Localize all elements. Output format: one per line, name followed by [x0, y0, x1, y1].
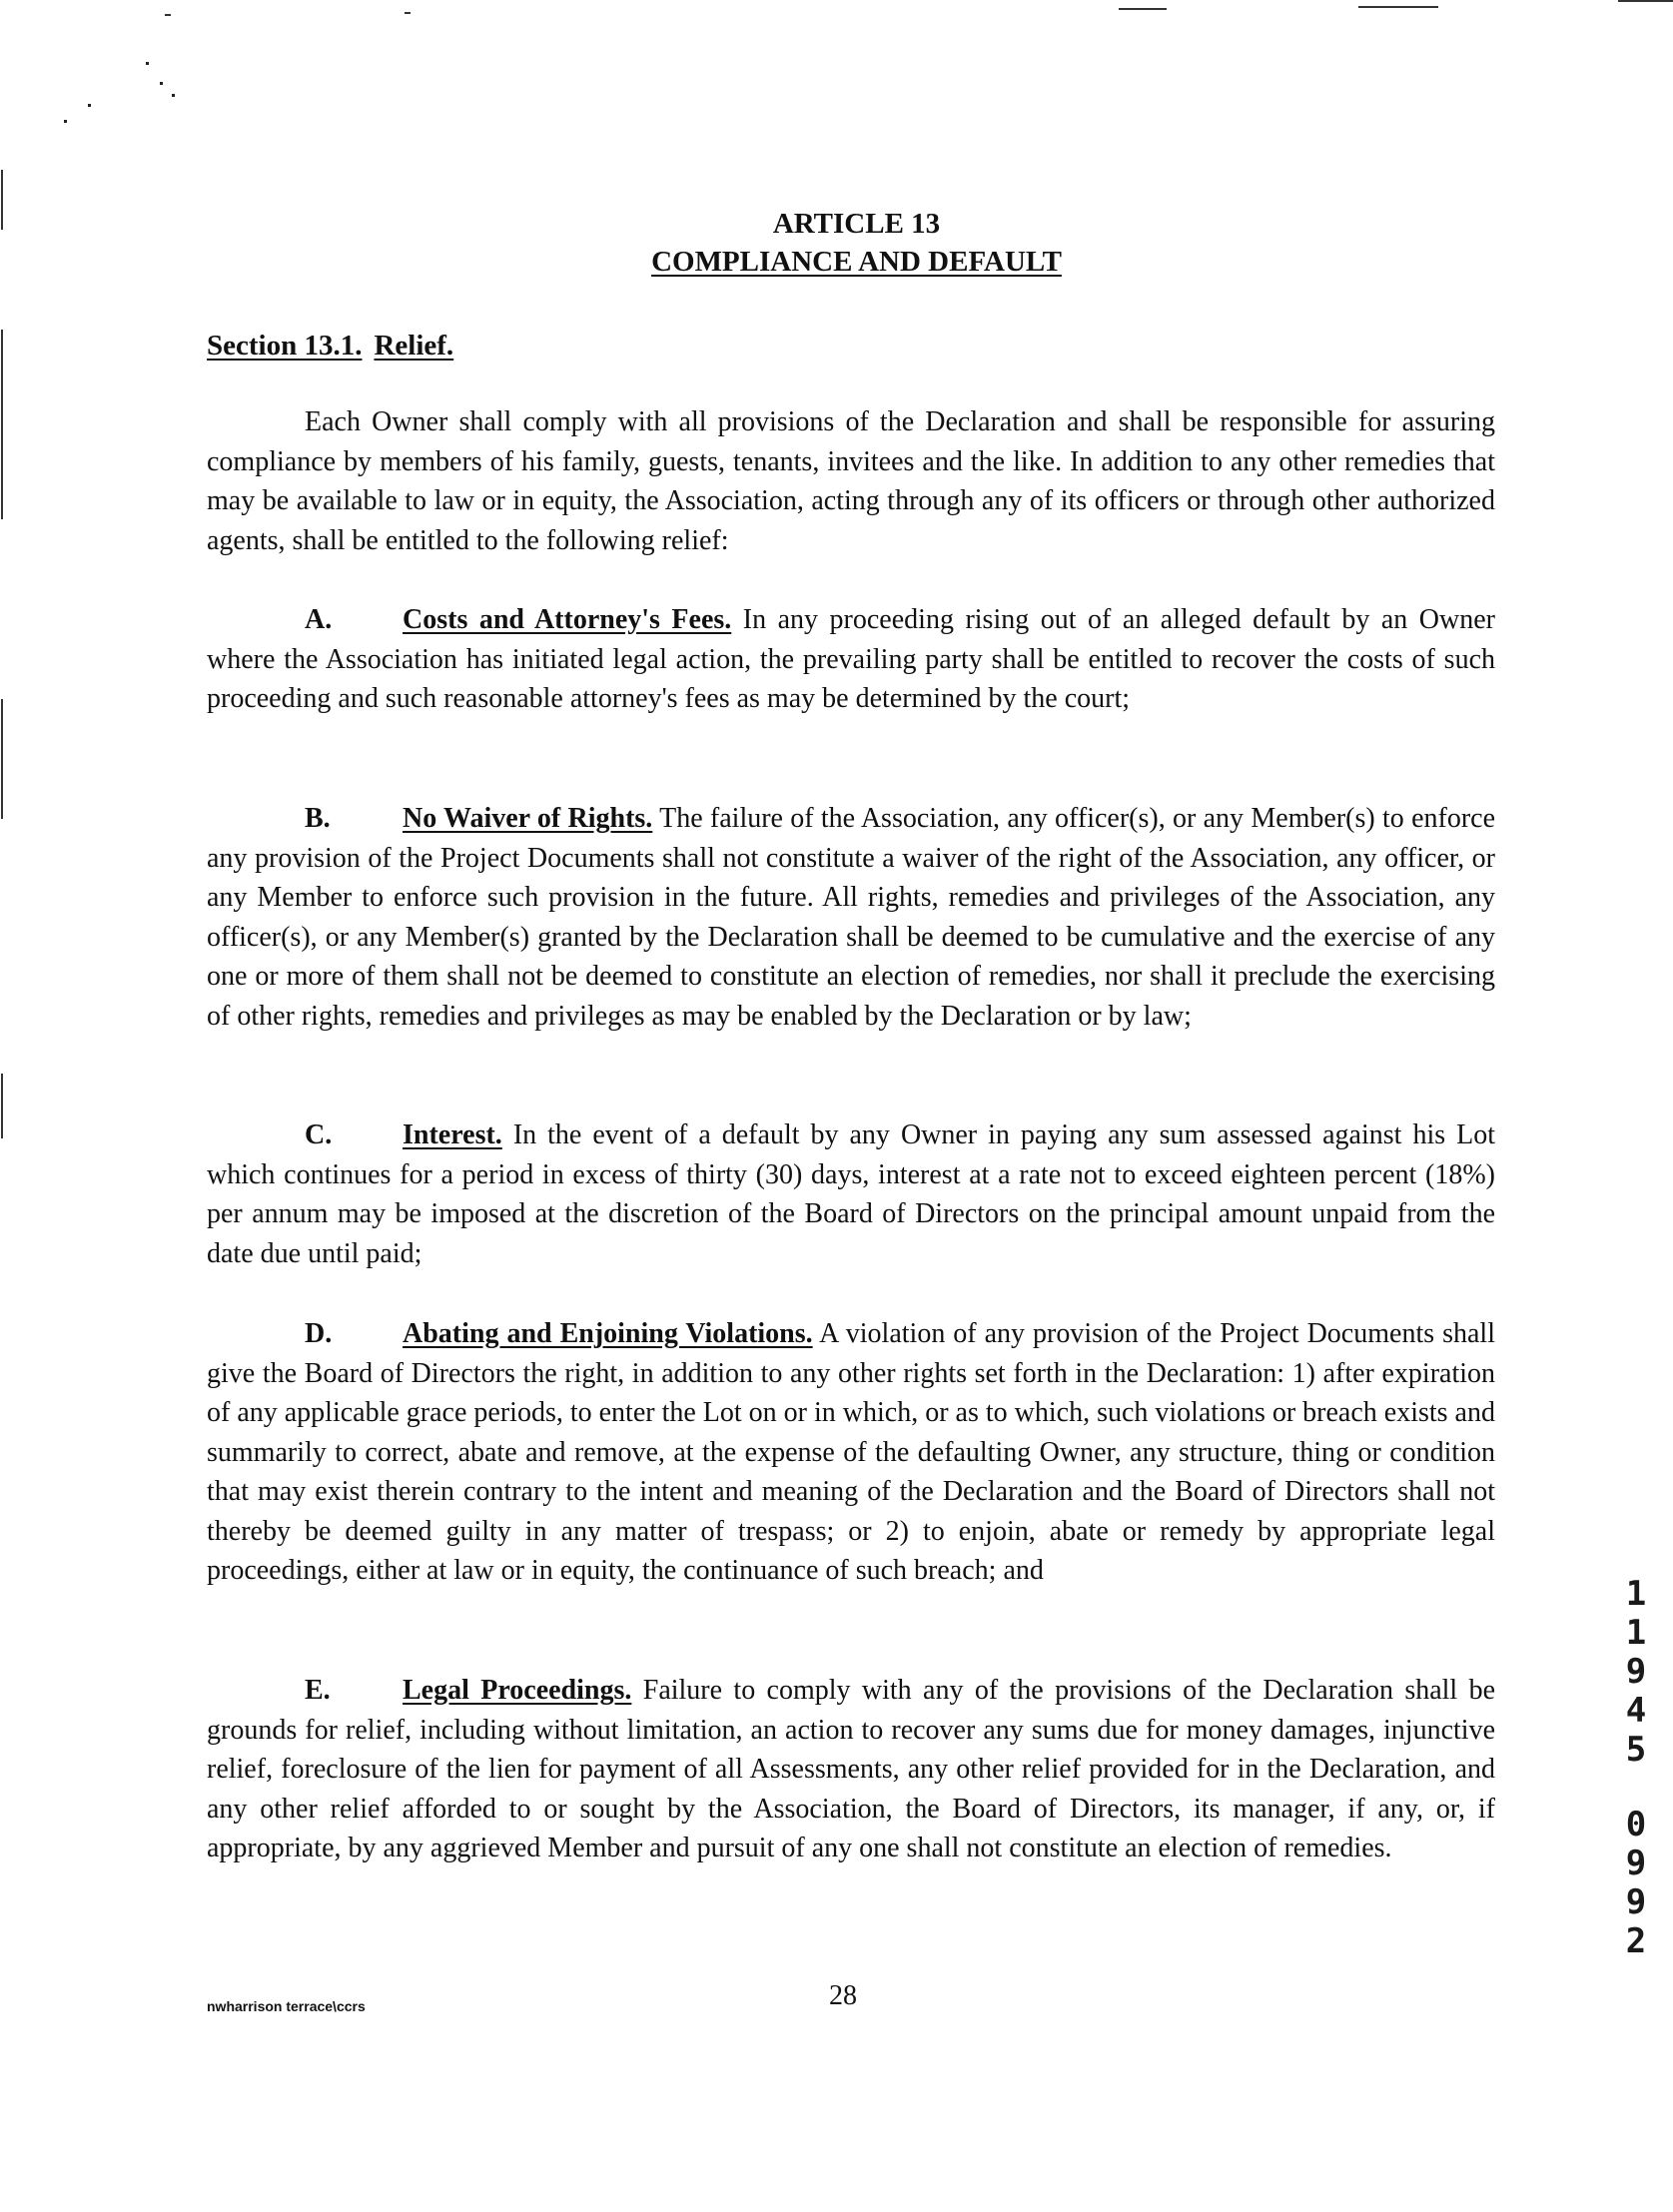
scan-artifact-line [1358, 6, 1438, 8]
scan-artifact-edge [1, 170, 3, 230]
item-letter: D. [305, 1318, 333, 1349]
item-d-paragraph [207, 1314, 1495, 1591]
article-number: ARTICLE 13 [772, 208, 941, 240]
item-e-paragraph [207, 1671, 1495, 1868]
stamp-digit: 1 [1625, 1574, 1647, 1614]
stamp-digit: 0 [1625, 1805, 1647, 1844]
item-title: No Waiver of Rights. [403, 803, 653, 834]
scan-artifact-tick [405, 12, 411, 14]
item-letter: B. [305, 803, 331, 834]
stamp-digit: 5 [1625, 1730, 1647, 1770]
section-heading [207, 330, 453, 363]
scan-artifact-line [1618, 0, 1673, 2]
item-title: Abating and Enjoining Violations. [403, 1318, 813, 1349]
page-number: 28 [829, 1980, 857, 2011]
item-text: The failure of the Association, any officer(s), or any Member(s) to enforce any provision of the Project Documents shall not constitute a waiver of the right of the Association, any officer, or any Member to enforce such provision in the future. All rights, remedies and privileges of the Association, any officer(s), or any Member(s) granted by the Declaration shall be deemed to be cumulative and the exercise of any one or more of them shall not be deemed to constitute an election of remedies, nor shall it preclude the exercising of other rights, remedies and privileges as may be enabled by the Declaration or by law; [207, 803, 1496, 1032]
item-text: In the event of a default by any Owner in paying any sum assessed against his Lot which continues for a period in excess of thirty (30) days, interest at a rate not to exceed eighteen percent (18%) per annum may be imposed at the discretion of the Board of Directors on the principal amount unpaid from the date due until paid; [207, 1119, 1496, 1269]
item-title: Legal Proceedings. [403, 1675, 632, 1706]
item-c-paragraph [207, 1115, 1495, 1273]
article-title: COMPLIANCE AND DEFAULT [651, 246, 1062, 278]
scan-artifact-edge [1, 330, 3, 519]
section-title: Relief. [374, 330, 454, 362]
item-title: Interest. [403, 1119, 502, 1150]
scan-artifact-edge [1, 699, 3, 819]
footer-file-path: nwharrison terrace\ccrs [207, 1998, 366, 2014]
scan-artifact-edge [1, 1074, 3, 1138]
scan-artifact-dot [146, 62, 149, 65]
item-text: Failure to comply with any of the provisions of the Declaration shall be grounds for relief, including without limitation, an action to recover any sums due for money damages, injunctive relief, foreclosure of the lien for payment of all Assessments, any other relief provided for in the Declaration, and any other relief afforded to or sought by the Association, the Board of Directors, its manager, if any, or, if appropriate, by any aggrieved Member and pursuit of any one shall not constitute an election of remedies. [207, 1675, 1496, 1863]
recording-stamp [1616, 1575, 1656, 1961]
item-a-paragraph [207, 600, 1495, 719]
item-letter: C. [305, 1119, 333, 1150]
scan-artifact-dot [172, 94, 175, 97]
stamp-digit: 2 [1625, 1921, 1647, 1961]
scan-artifact-line [1119, 8, 1167, 10]
item-text: In any proceeding rising out of an alleged default by an Owner where the Association has initiated legal action, the prevailing party shall be entitled to recover the costs of such proceeding and such reasonable attorney's fees as may be determined by the court; [207, 604, 1496, 714]
stamp-digit: 9 [1625, 1843, 1647, 1883]
item-b-paragraph [207, 799, 1495, 1036]
item-letter: E. [305, 1675, 331, 1706]
intro-paragraph: Each Owner shall comply with all provisions of the Declaration and shall be responsible for assuring compliance by members of his family, guests, tenants, invitees and the like. In addition to any other remedies that may be available to law or in equity, the Association, acting through any of its officers or through other authorized agents, shall be entitled to the following relief: [207, 406, 1495, 556]
scan-artifact-dot [88, 104, 91, 107]
item-text: A violation of any provision of the Project Documents shall give the Board of Directors the right, in addition to any other rights set forth in the Declaration: 1) after expiration of any applicable grace periods, to enter the Lot on or in which, or as to which, such violations or breach exists and summarily to correct, abate and remove, at the expense of the defaulting Owner, any structure, thing or condition that may exist therein contrary to the intent and meaning of the Declaration and the Board of Directors shall not thereby be deemed guilty in any matter of trespass; or 2) to enjoin, abate or remedy by appropriate legal proceedings, either at law or in equity, the continuance of such breach; and [207, 1318, 1495, 1586]
item-letter: A. [305, 604, 333, 635]
item-title: Costs and Attorney's Fees. [403, 604, 732, 635]
scan-artifact-tick [165, 14, 171, 16]
stamp-digit: 9 [1625, 1882, 1647, 1922]
section-number: Section 13.1. [207, 330, 363, 362]
stamp-digit: 1 [1625, 1613, 1647, 1653]
stamp-digit: 4 [1625, 1691, 1647, 1731]
stamp-digit: 9 [1625, 1652, 1647, 1692]
scan-artifact-dot [64, 120, 67, 123]
scan-artifact-dot [160, 82, 163, 85]
